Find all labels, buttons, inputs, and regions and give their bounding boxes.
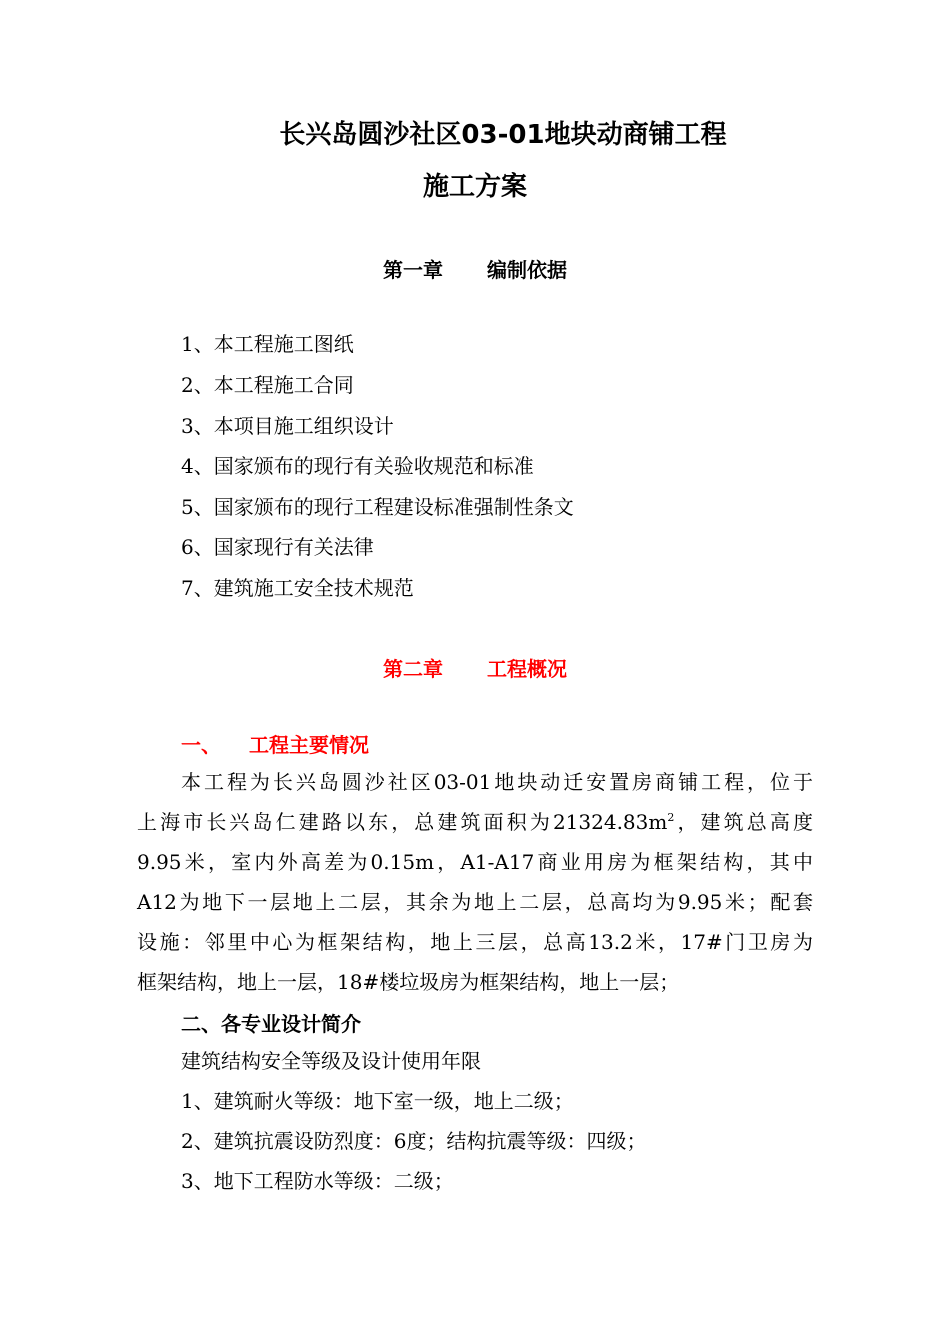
overview-text: ，建筑总高度 <box>674 810 813 834</box>
overview-paragraph-line: 本工程为长兴岛圆沙社区03-01地块动迁安置房商铺工程，位于 <box>181 770 813 794</box>
basis-item: 7、建筑施工安全技术规范 <box>181 576 414 600</box>
design-item: 1、建筑耐火等级：地下室一级，地上二级； <box>181 1089 574 1113</box>
overview-paragraph-line: 设施：邻里中心为框架结构，地上三层，总高13.2米，17#门卫房为 <box>137 930 813 954</box>
design-item: 3、地下工程防水等级：二级； <box>181 1169 454 1193</box>
design-item: 2、建筑抗震设防烈度：6度；结构抗震等级：四级； <box>181 1129 647 1153</box>
overview-paragraph-line: 9.95米，室内外高差为0.15m，A1-A17商业用房为框架结构，其中 <box>137 850 813 874</box>
basis-item: 6、国家现行有关法律 <box>181 535 374 559</box>
basis-item: 3、本项目施工组织设计 <box>181 414 394 438</box>
overview-paragraph-line <box>137 808 813 836</box>
basis-item: 5、国家颁布的现行工程建设标准强制性条文 <box>181 495 574 519</box>
chapter-1-name: 编制依据 <box>487 258 567 282</box>
chapter-2-name: 工程概况 <box>487 657 567 681</box>
basis-item: 4、国家颁布的现行有关验收规范和标准 <box>181 454 534 478</box>
superscript-2: 2 <box>667 811 675 824</box>
section-2-heading: 二、各专业设计简介 <box>181 1012 361 1036</box>
section-1-number: 一、 <box>181 733 221 757</box>
chapter-1-number: 第一章 <box>383 258 443 282</box>
overview-paragraph-line: 框架结构，地上一层，18#楼垃圾房为框架结构，地上一层； <box>137 970 680 994</box>
document-subtitle: 施工方案 <box>422 172 527 202</box>
section-1-heading <box>181 731 369 759</box>
document-title: 长兴岛圆沙社区03-01地块动商铺工程 <box>279 120 727 150</box>
chapter-1-heading <box>0 256 950 284</box>
design-item: 建筑结构安全等级及设计使用年限 <box>181 1049 481 1073</box>
chapter-2-number: 第二章 <box>383 657 443 681</box>
chapter-2-heading <box>0 655 950 683</box>
basis-item: 2、本工程施工合同 <box>181 373 354 397</box>
basis-item: 1、本工程施工图纸 <box>181 332 354 356</box>
overview-text: 上海市长兴岛仁建路以东，总建筑面积为21324.83m <box>137 810 668 834</box>
overview-paragraph-line: A12为地下一层地上二层，其余为地上二层，总高均为9.95米；配套 <box>137 890 813 914</box>
section-1-name: 工程主要情况 <box>249 733 369 757</box>
